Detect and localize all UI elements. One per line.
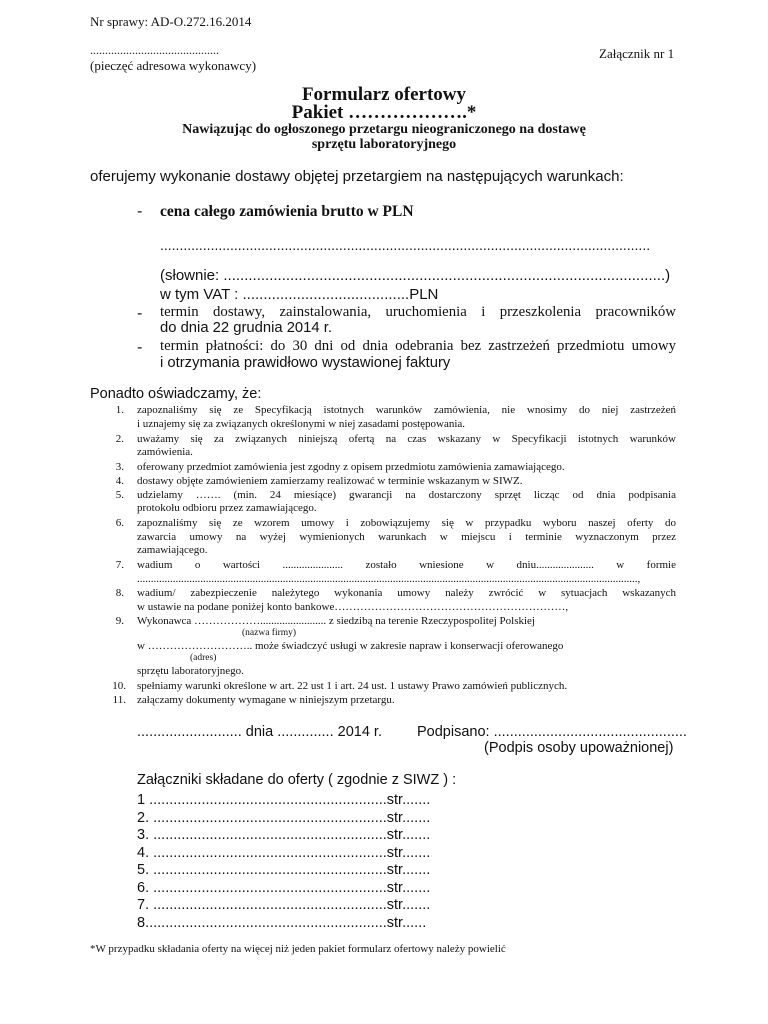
attachment-line: 7. ..........................................................str....... (137, 897, 431, 913)
declaration-text: oferowany przedmiot zamówienia jest zgodny z opisem przedmiotu zamówienia zamawiającego. (137, 461, 565, 473)
stamp-dots: ........................................... (90, 43, 219, 57)
declaration-text: zawarcia umowy na wyżej wymienionych warunkach w miejscu i terminie wyznaczonym przez (137, 531, 676, 543)
declaration-number: 10. (112, 680, 126, 692)
declaration-number: 2. (115, 433, 124, 445)
declaration-number: 1. (115, 404, 124, 416)
delivery-line-1: termin dostawy, zainstalowania, uruchomienia i przeszkolenia pracowników (160, 304, 676, 320)
attachments-heading: Załączniki składane do oferty ( zgodnie z SIWZ ) : (137, 772, 457, 788)
declaration-text: w ……………………….. może świadczyć usługi w zakresie napraw i konserwacji oferowanego (137, 640, 564, 652)
vat-line: w tym VAT : ........................................PLN (160, 286, 439, 303)
declaration-number: 5. (115, 489, 124, 501)
declaration-text: protokołu odbioru przez zamawiającego. (137, 502, 317, 514)
declaration-text: zapoznaliśmy się ze Specyfikacją istotnych warunków zamówienia, nie wnosimy do niej zastrzeżeń (137, 404, 676, 416)
footnote: *W przypadku składania oferty na więcej niż jeden pakiet formularz ofertowy należy powielić (90, 943, 506, 955)
company-name-caption: (nazwa firmy) (242, 628, 297, 638)
declaration-text: spełniamy warunki określone w art. 22 ust 1 i art. 24 ust. 1 ustawy Prawo zamówień publicznych. (137, 680, 568, 692)
declaration-text: sprzętu laboratoryjnego. (137, 665, 244, 677)
declaration-text: wadium/ zabezpieczenie należytego wykonania umowy należy zwrócić w sytuacjach wskazanych (137, 587, 676, 599)
declaration-text: zamawiającego. (137, 544, 208, 556)
declaration-number: 9. (115, 615, 124, 627)
declaration-text: dostawy objęte zamówieniem zamierzamy realizować w terminie wskazanym w SIWZ. (137, 475, 523, 487)
payment-line-2: i otrzymania prawidłowo wystawionej faktury (160, 355, 451, 371)
attachment-line: 5. ..........................................................str....... (137, 862, 431, 878)
price-label: cena całego zamówienia brutto w PLN (160, 203, 414, 220)
attachment-line: 4. ..........................................................str....... (137, 845, 431, 861)
date-line: .......................... dnia .............. 2014 r. (137, 724, 382, 740)
signature-caption: (Podpis osoby upoważnionej) (484, 740, 674, 756)
form-title: Formularz ofertowy (301, 84, 467, 105)
declaration-number: 4. (115, 475, 124, 487)
declaration-number: 7. (115, 559, 124, 571)
delivery-line-2: do dnia 22 grudnia 2014 r. (160, 320, 332, 336)
declarations-heading: Ponadto oświadczamy, że: (90, 386, 262, 402)
price-dots: .............................................................................................................................. (160, 237, 651, 253)
signed-line: Podpisano: ................................................ (417, 724, 687, 740)
attachment-line: 8............................................................str...... (137, 915, 427, 931)
attachment-line: 6. ..........................................................str....... (137, 880, 431, 896)
declaration-text: Wykonawca ………………........................ z siedzibą na terenie Rzeczypospolitej Polskiej (137, 615, 535, 627)
declaration-number: 11. (112, 694, 126, 706)
declaration-number: 6. (115, 517, 124, 529)
package-line: Pakiet ……………….* (291, 102, 477, 123)
price-dash: - (137, 203, 143, 220)
declaration-text: wadium o wartości ...................... zostało wniesione w dniu..................... w formie (137, 559, 676, 571)
attachment-line: 1 ...........................................................str....... (137, 792, 431, 808)
declaration-text: i uznajemy się za związanych określonymi w niej zasadami postępowania. (137, 418, 466, 430)
payment-dash: - (137, 339, 143, 356)
subtitle-line-1: Nawiązując do ogłoszonego przetargu nieograniczonego na dostawę (182, 122, 586, 137)
offer-intro: oferujemy wykonanie dostawy objętej przetargiem na następujących warunkach: (90, 168, 624, 185)
attachment-line: 3. ..........................................................str....... (137, 827, 431, 843)
delivery-dash: - (137, 305, 143, 322)
subtitle-line-2: sprzętu laboratoryjnego (311, 137, 457, 152)
stamp-caption: (pieczęć adresowa wykonawcy) (90, 58, 257, 73)
declaration-text: uważamy się za związanych niniejszą ofertą na czas wskazany w Specyfikacji istotnych warunków (137, 433, 676, 445)
declaration-number: 3. (115, 461, 124, 473)
attachment-label: Załącznik nr 1 (599, 46, 675, 61)
declaration-number: 8. (115, 587, 124, 599)
declaration-text: załączamy dokumenty wymagane w niniejszym przetargu. (137, 694, 395, 706)
attachment-line: 2. ..........................................................str....... (137, 810, 431, 826)
address-caption: (adres) (190, 653, 217, 663)
declaration-text: w ustawie na podane poniżej konto bankowe………………………………………………………, (137, 601, 569, 613)
case-number: Nr sprawy: AD-O.272.16.2014 (90, 14, 252, 29)
declaration-text: zapoznaliśmy się ze wzorem umowy i zobowiązujemy się w przypadku wyboru naszej oferty do (137, 517, 676, 529)
words-line: (słownie: ..........................................................................................................) (160, 267, 671, 284)
declaration-text: zamówienia. (137, 446, 193, 458)
payment-line-1: termin płatności: do 30 dni od dnia odebrania bez zastrzeżeń przedmiotu umowy (160, 338, 676, 354)
declaration-text: udzielamy ……. (min. 24 miesiące) gwarancji na dostarczony sprzęt licząc od dnia podpisania (137, 489, 676, 501)
declaration-text: ......................................................................................................................................................................................, (137, 573, 641, 585)
